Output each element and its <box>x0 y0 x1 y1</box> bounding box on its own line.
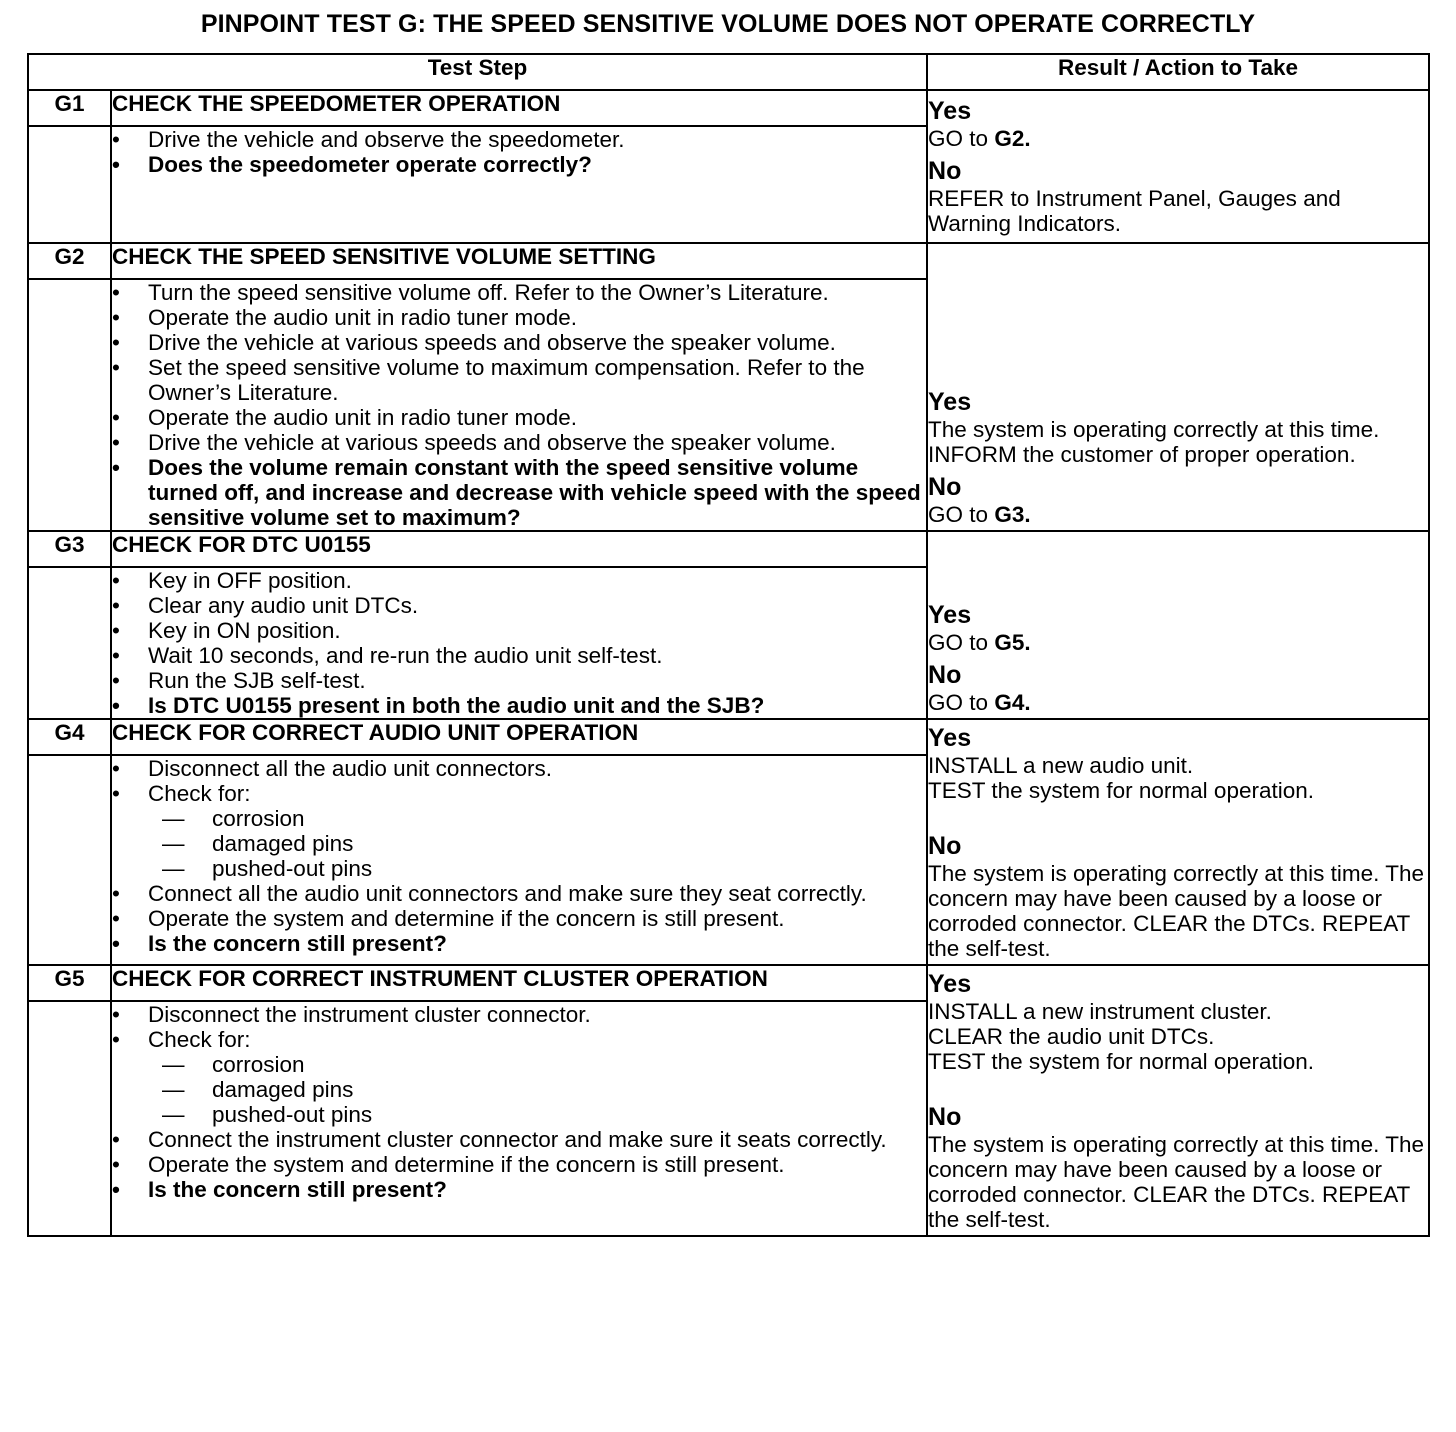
table-header-row <box>28 54 1429 90</box>
step-g2-heading-row <box>28 243 1429 279</box>
list-item: • Operate the system and determine if the concern is still present. <box>112 906 926 931</box>
question-item: • Does the volume remain constant with the speed sensitive volume turned off, and increase and decrease with vehicle speed with the speed sensitive volume set to maximum? <box>112 455 926 530</box>
step-g3-result <box>927 531 1429 719</box>
list-item: • Drive the vehicle at various speeds and observe the speaker volume. <box>112 430 926 455</box>
no-action: REFER to Instrument Panel, Gauges and Warning Indicators. <box>928 186 1341 236</box>
list-item: • Operate the audio unit in radio tuner mode. <box>112 305 926 330</box>
step-body <box>111 279 927 531</box>
question-item: • Is DTC U0155 present in both the audio unit and the SJB? <box>112 693 926 718</box>
step-g5-result <box>927 965 1429 1236</box>
yes-action-line: INSTALL a new instrument cluster. <box>928 999 1272 1024</box>
no-action: GO to G4. <box>928 690 1031 715</box>
step-heading: CHECK THE SPEED SENSITIVE VOLUME SETTING <box>111 243 927 279</box>
question-item: • Does the speedometer operate correctly? <box>112 152 926 177</box>
check-list <box>112 806 926 881</box>
check-item: — damaged pins <box>162 1077 926 1102</box>
question-item: • Is the concern still present? <box>112 931 926 956</box>
step-g1-heading-row <box>28 90 1429 126</box>
result-header: Result / Action to Take <box>927 54 1429 90</box>
step-g4-heading-row <box>28 719 1429 755</box>
step-body <box>111 567 927 719</box>
check-item: — corrosion <box>162 806 926 831</box>
step-body <box>111 1001 927 1236</box>
yes-label: Yes <box>928 388 972 416</box>
yes-action: GO to G2. <box>928 126 1031 151</box>
page-title: PINPOINT TEST G: THE SPEED SENSITIVE VOLUME DOES NOT OPERATE CORRECTLY <box>200 10 1256 38</box>
step-bullets <box>112 756 926 956</box>
yes-label: Yes <box>928 601 972 629</box>
step-g2-result <box>927 243 1429 531</box>
list-item: • Run the SJB self-test. <box>112 668 926 693</box>
step-body <box>111 126 927 243</box>
yes-action-line: TEST the system for normal operation. <box>928 1049 1315 1074</box>
step-heading: CHECK FOR CORRECT INSTRUMENT CLUSTER OPERATION <box>111 965 927 1001</box>
no-label: No <box>928 832 962 860</box>
no-action: GO to G3. <box>928 502 1031 527</box>
step-bullets <box>112 127 926 177</box>
list-item: • Operate the audio unit in radio tuner mode. <box>112 405 926 430</box>
list-item: • Key in OFF position. <box>112 568 926 593</box>
yes-action-line: CLEAR the audio unit DTCs. <box>928 1024 1215 1049</box>
list-item: • Disconnect all the audio unit connectors. <box>112 756 926 781</box>
pinpoint-test-table <box>27 53 1430 1237</box>
step-g1-result <box>927 90 1429 243</box>
step-id: G2 <box>28 243 111 279</box>
step-ref: G5. <box>994 630 1031 655</box>
step-bullets <box>112 568 926 718</box>
no-label: No <box>928 1103 962 1131</box>
step-id: G4 <box>28 719 111 755</box>
yes-label: Yes <box>928 970 972 998</box>
question-item: • Is the concern still present? <box>112 1177 926 1202</box>
step-heading: CHECK THE SPEEDOMETER OPERATION <box>111 90 927 126</box>
check-list <box>112 1052 926 1127</box>
step-ref: G4. <box>994 690 1031 715</box>
step-heading: CHECK FOR CORRECT AUDIO UNIT OPERATION <box>111 719 927 755</box>
yes-action: The system is operating correctly at this time. INFORM the customer of proper operation. <box>928 417 1380 467</box>
yes-label: Yes <box>928 97 972 125</box>
step-heading: CHECK FOR DTC U0155 <box>111 531 927 567</box>
list-item: • Drive the vehicle at various speeds and observe the speaker volume. <box>112 330 926 355</box>
step-g4-result <box>927 719 1429 965</box>
yes-action: GO to G5. <box>928 630 1031 655</box>
list-item: • Wait 10 seconds, and re-run the audio unit self-test. <box>112 643 926 668</box>
list-item: • Check for: — corrosion — damaged pins — pushed-out pins <box>112 1027 926 1127</box>
step-id: G3 <box>28 531 111 567</box>
list-item: • Clear any audio unit DTCs. <box>112 593 926 618</box>
yes-label: Yes <box>928 724 972 752</box>
step-ref: G2. <box>994 126 1031 151</box>
step-ref: G3. <box>994 502 1031 527</box>
list-item: • Disconnect the instrument cluster connector. <box>112 1002 926 1027</box>
yes-action-line: INSTALL a new audio unit. <box>928 753 1194 778</box>
check-item: — damaged pins <box>162 831 926 856</box>
list-item: • Connect all the audio unit connectors and make sure they seat correctly. <box>112 881 926 906</box>
check-item: — corrosion <box>162 1052 926 1077</box>
list-item: • Check for: — corrosion — damaged pins — pushed-out pins <box>112 781 926 881</box>
check-item: — pushed-out pins <box>162 856 926 881</box>
no-label: No <box>928 157 962 185</box>
list-item: • Turn the speed sensitive volume off. Refer to the Owner’s Literature. <box>112 280 926 305</box>
no-label: No <box>928 661 962 689</box>
step-g3-heading-row <box>28 531 1429 567</box>
no-action: The system is operating correctly at this time. The concern may have been caused by a loose or corroded connector. CLEAR the DTCs. REPEAT the self-test. <box>928 861 1425 961</box>
step-bullets <box>112 280 926 530</box>
test-step-header: Test Step <box>28 54 927 90</box>
check-item: — pushed-out pins <box>162 1102 926 1127</box>
list-item: • Set the speed sensitive volume to maximum compensation. Refer to the Owner’s Literature. <box>112 355 926 405</box>
no-label: No <box>928 473 962 501</box>
list-item: • Drive the vehicle and observe the speedometer. <box>112 127 926 152</box>
step-body <box>111 755 927 965</box>
step-id: G1 <box>28 90 111 126</box>
list-item: • Operate the system and determine if the concern is still present. <box>112 1152 926 1177</box>
step-id: G5 <box>28 965 111 1001</box>
yes-action-line: TEST the system for normal operation. <box>928 778 1315 803</box>
step-bullets <box>112 1002 926 1202</box>
step-g5-heading-row <box>28 965 1429 1001</box>
list-item: • Key in ON position. <box>112 618 926 643</box>
list-item: • Connect the instrument cluster connector and make sure it seats correctly. <box>112 1127 926 1152</box>
no-action: The system is operating correctly at this time. The concern may have been caused by a loose or corroded connector. CLEAR the DTCs. REPEAT the self-test. <box>928 1132 1425 1232</box>
